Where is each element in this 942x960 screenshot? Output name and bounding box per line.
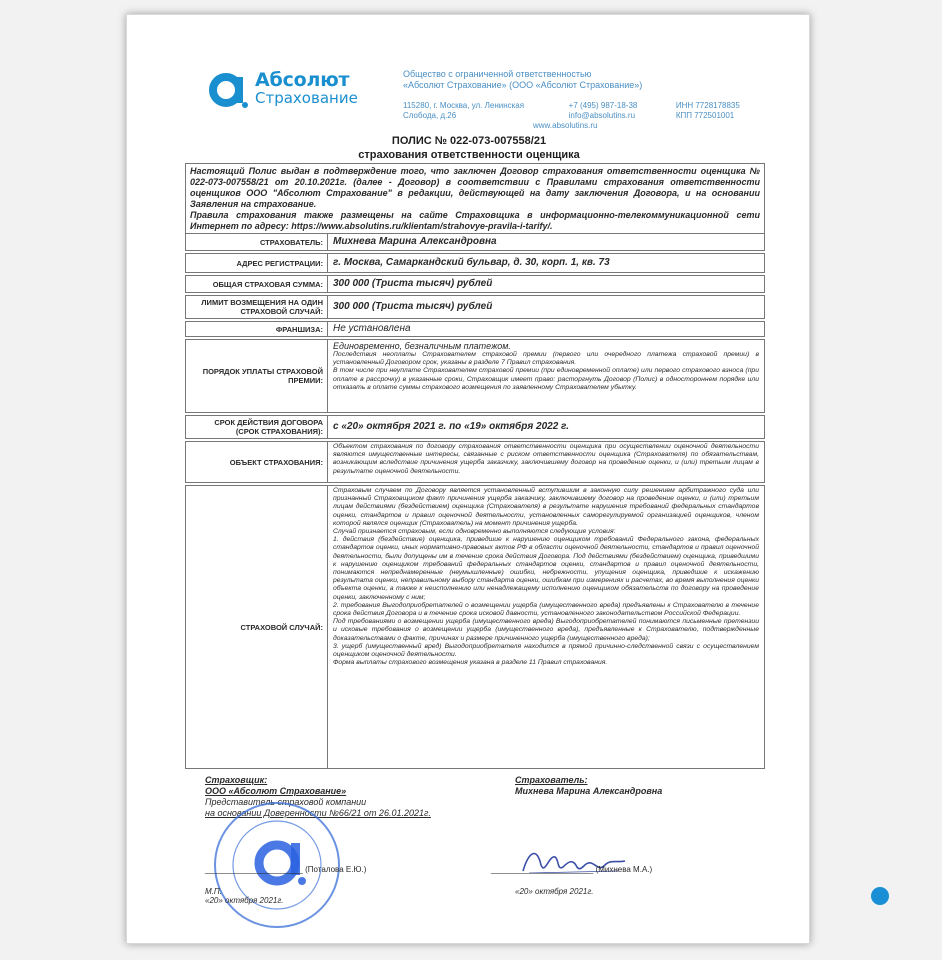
row-address: АДРЕС РЕГИСТРАЦИИ: г. Москва, Самаркандский бульвар, д. 30, корп. 1, кв. 73 (185, 253, 765, 273)
insurer-signature-block: Страховщик: ООО «Абсолют Страхование» Представитель страховой компании на основании Доверенности №66/21 от 26.01.2021г. (205, 775, 431, 818)
insurer-date: М.П. «20» октября 2021г. (205, 887, 284, 905)
document-frame (126, 14, 810, 944)
kpp: КПП 772501001 (675, 111, 735, 120)
website: www.absolutins.ru (533, 121, 598, 130)
row-payment: ПОРЯДОК УПЛАТЫ СТРАХОВОЙ ПРЕМИИ: Единовременно, безналичным платежом. Последствия неоплаты Страхователем страховой премии (первого или очередного платежа страховой премии) в установленный Договором срок, указаны в разделе 7 Правил страхования. В том числе при неуплате Страхователем страховой премии (при единовременной оплате) или первого страхового взноса (при оплате в рассрочку) в указанные сроки, Страховщик имеет право: расторгнуть Договор (Полис) в одностороннем порядке или отказать в оплате суммы страхового возмещения по заявленному Страхователем убытку. (185, 339, 765, 413)
org-name: Общество с ограниченной ответственностью «Абсолют Страхование» (ООО «Абсолют Страхование») (403, 69, 643, 90)
logo-text-sub: Страхование (255, 89, 358, 107)
logo-a-icon (209, 71, 249, 111)
row-object: ОБЪЕКТ СТРАХОВАНИЯ: Объектом страхования по договору страхования ответственности оценщика при осуществлении оценочной деятельности являются имущественные интересы, связанные с риском ответственности оценщика (Страхователя) по обязательствам, возникающим вследствие причинения ущерба заказчику, заключившему договор на проведение оценки, и (или) третьим лицам в результате оценочной деятельности. (185, 441, 765, 483)
handwritten-signature-icon (519, 841, 629, 881)
address-line-2: Слобода, д.26 (403, 111, 457, 120)
intro-block: Настоящий Полис выдан в подтверждение того, что заключен Договор страхования ответственности оценщика № 022-073-007558/21 от 20.10.2021г. (далее - Договор) в соответствии с Правилами страхования ответственности оценщиков ООО "Абсолют Страхование" в редакции, действующей на дату заключения Договора, и на основании Заявления на страхование. Правила страхования также размещены на сайте Страховщика в информационно-телекоммуникационной сети Интернет по адресу: https://www.absolutins.ru/klientam/strahovye-pravila-i-tarify/. (185, 163, 765, 235)
policyholder-date: «20» октября 2021г. (515, 887, 594, 896)
logo-text-main: Абсолют (255, 69, 350, 91)
org-contacts (403, 101, 783, 131)
row-limit: ЛИМИТ ВОЗМЕЩЕНИЯ НА ОДИН СТРАХОВОЙ СЛУЧАЙ: 300 000 (Триста тысяч) рублей (185, 295, 765, 319)
row-sum: ОБЩАЯ СТРАХОВАЯ СУММА: 300 000 (Триста тысяч) рублей (185, 275, 765, 293)
policyholder-sign-line: _______________________ (Михнева М.А.) (491, 865, 653, 874)
accent-dot (871, 887, 889, 905)
row-insured-event: СТРАХОВОЙ СЛУЧАЙ: Страховым случаем по Договору является установленный вступившим в законную силу решением арбитражного суда или признанный Страховщиком факт причинения ущерба заказчику, заключившему договор на проведение оценки, и (или) третьим лицам действиями (бездействием) оценщика (Страхователя) в результате нарушения требований федеральных стандартов оценки, стандартов и правил оценочной деятельности, установленных саморегулируемой организацией оценщиков, членом которой являлся оценщик (Страхователь) на момент причинения ущерба. Случай признается страховым, если одновременно выполняются следующие условия: 1. действия (бездействие) оценщика, приведшие к нарушению оценщиком требований Федерального закона, федеральных стандартов оценки, иных нормативно-правовых актов РФ в области оценочной деятельности, стандартов и правил оценочной деятельности, были допущены им в течение срока действия Договора. Под действиями (бездействием) оценщика, приведшими к нарушению оценщиком требований федеральных стандартов оценки, стандартов и правил оценочной деятельности, понимаются непреднамеренные (неумышленные) ошибки, небрежности, упущения оценщика, приведшие к искажению результата оценки, неправильному выбору стандарта оценки, ошибкам при измерениях и расчетах, во время выполнения оценки объекта оценки, а также к неисполнению или ненадлежащему исполнению оценщиком обязательств по договору на проведение оценки, заключенному с ним; 2. требования Выгодоприобретателей о возмещении ущерба (имущественного вреда) предъявлены к Страхователю в течение срока действия Договора и в течение срока исковой давности, установленного законодательством Российской Федерации. Под требованиями о возмещении ущерба (имущественного вреда) Выгодоприобретателей понимаются письменные претензии и исковые требования о возмещении ущерба (имущественного вреда), предъявленные к Страхователю, подтвержденные доказательствами о факте, причинах и размере причиненного ущерба (имущественного вреда); 3. ущерб (имущественный вред) Выгодоприобретателя находится в прямой причинно-следственной связи с осуществлением оценщиком оценочной деятельности. Форма выплаты страхового возмещения указана в разделе 11 Правил страхования. (185, 485, 765, 769)
policy-number-title: ПОЛИС № 022-073-007558/21 (391, 135, 547, 147)
inn: ИНН 7728178835 (675, 101, 740, 110)
row-insurer: СТРАХОВАТЕЛЬ: Михнева Марина Александровна (185, 233, 765, 251)
email: info@absolutins.ru (568, 111, 636, 120)
row-term: СРОК ДЕЙСТВИЯ ДОГОВОРА (СРОК СТРАХОВАНИЯ): с «20» октября 2021 г. по «19» октября 2022 г. (185, 415, 765, 439)
policyholder-signature-block: Страхователь: Михнева Марина Александровна (515, 775, 663, 796)
insurer-sign-line: ______________________ (Поталова Е.Ю.) (205, 865, 367, 874)
phone: +7 (495) 987-18-38 (568, 101, 638, 110)
address-line: 115280, г. Москва, ул. Ленинская (403, 101, 525, 110)
policy-page (165, 31, 773, 919)
policy-type-title: страхования ответственности оценщика (358, 149, 580, 161)
row-franchise: ФРАНШИЗА: Не установлена (185, 321, 765, 337)
